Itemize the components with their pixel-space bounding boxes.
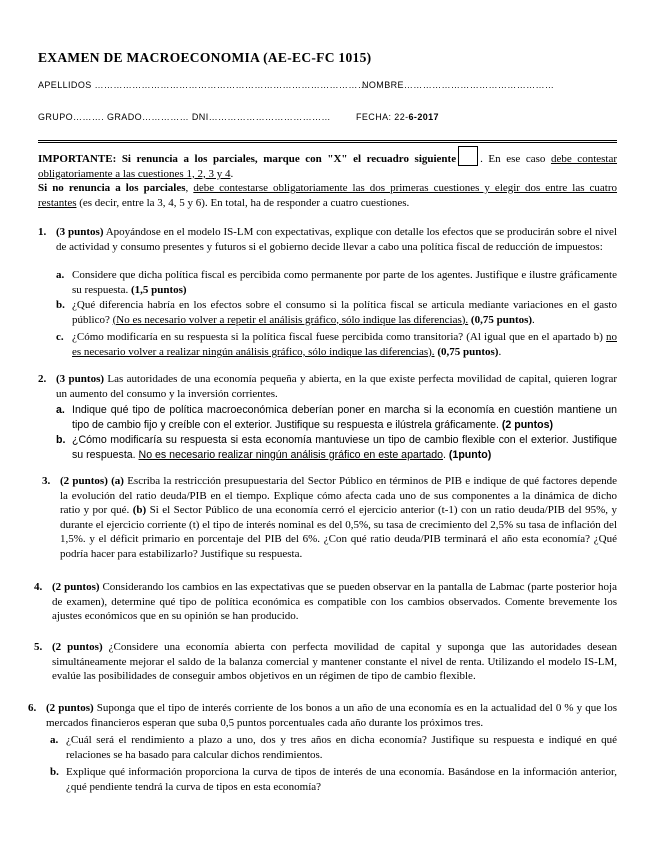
divider-top bbox=[38, 140, 617, 141]
question-2b-letter: b. bbox=[56, 434, 66, 446]
question-6a-text: ¿Cuál será el rendimiento a plazo a uno, dos y tres años en dicha economía? Justifique su respuesta e indiqué en qué relaciones se ha basado para calcular dichos rendimientos. bbox=[66, 734, 617, 761]
question-2-points: (3 puntos) bbox=[56, 373, 105, 385]
question-1 bbox=[38, 225, 617, 254]
fecha-value: 6-2017 bbox=[408, 112, 439, 122]
question-4-number: 4. bbox=[34, 581, 43, 593]
question-6-text: Suponga que el tipo de interés corriente de los bonos a un año de una economía es en la actualidad del 0 % y que los mercados financieros esperan que suba 0,5 puntos porcentuales cada año durante los próximos tres. bbox=[46, 702, 618, 729]
question-1a bbox=[56, 268, 617, 297]
question-4-points: (2 puntos) bbox=[52, 581, 100, 593]
question-5-points: (2 puntos) bbox=[52, 641, 103, 653]
question-1c-text: ¿Cómo modificaría en su respuesta si la política fiscal fuese percibida como transitoria? (Al igual que en el apartado b) bbox=[72, 331, 606, 343]
importante-text-3: . bbox=[230, 167, 234, 180]
importante-text-2: . En ese caso bbox=[480, 153, 551, 165]
question-5-number: 5. bbox=[34, 641, 43, 653]
question-1b-end: . bbox=[532, 313, 535, 326]
grupo-grado-dni-field[interactable]: GRUPO………. GRADO…………… DNI………………………………… bbox=[38, 112, 331, 122]
question-2-number: 2. bbox=[38, 373, 47, 385]
question-1-text: Apoyándose en el modelo IS-LM con expectativas, explique con detalle los efectos que se producirán sobre el nivel de actividad y consumo presentes y futuros si el gobierno decide llevar a cabo una política fiscal de reducción de impuestos: bbox=[56, 226, 617, 253]
question-2a-letter: a. bbox=[56, 404, 65, 416]
no-renuncia-underlined: debe contestarse obligatoriamente las dos primeras cuestiones y elegir dos entre las cuatro restantes bbox=[38, 182, 618, 209]
question-2a-text: Indique qué tipo de política macroeconómica deberían poner en marcha si la economía en cuestión mantiene un tipo de cambio fijo y creíble con el exterior. Justifique su respuesta e ilústrela gráficamente. bbox=[72, 404, 617, 431]
question-2b bbox=[56, 433, 617, 462]
question-2a-points: (2 puntos) bbox=[501, 418, 554, 431]
question-1b-text: ¿Qué diferencia habría en los efectos sobre el consumo si la política fiscal se articula mediante variaciones en el gasto público? bbox=[72, 299, 617, 326]
importante-underlined: debe contestar obligatoriamente a las cuestiones 1, 2, 3 y 4 bbox=[38, 153, 618, 180]
group-fields-row bbox=[38, 112, 439, 122]
no-renuncia-text-2: (es decir, entre la 3, 4, 5 y 6). En total, ha de responder a cuatro cuestiones. bbox=[76, 196, 410, 209]
exam-title: EXAMEN DE MACROECONOMIA (AE-EC-FC 1015) bbox=[38, 50, 372, 65]
apellidos-field[interactable]: APELLIDOS …………………………………………………………………………… bbox=[38, 80, 368, 90]
question-6b bbox=[50, 765, 617, 794]
question-3-number: 3. bbox=[42, 475, 51, 487]
fecha-field bbox=[356, 112, 439, 122]
question-6-number: 6. bbox=[28, 702, 37, 714]
question-2 bbox=[38, 372, 617, 401]
name-fields-row bbox=[38, 80, 555, 90]
question-1c bbox=[56, 330, 617, 359]
question-1b bbox=[56, 298, 617, 327]
question-1b-letter: b. bbox=[56, 299, 65, 311]
question-1-number: 1. bbox=[38, 226, 47, 238]
fecha-label: FECHA: 22- bbox=[356, 112, 409, 122]
question-3-text-a: Escriba la restricción presupuestaria del Sector Público en términos de PIB e indique de qué factores depende la evolución del ratio deuda/PIB en el tiempo. Explique cómo afecta cada uno de sus componentes a la dinámica de dicho ratio y por qué. bbox=[60, 475, 618, 517]
question-6 bbox=[28, 701, 618, 730]
question-4-text: Considerando los cambios en las expectativas que se pueden observar en la pantalla de Labmac (parte posterior hoja de examen), determine qué tipo de política económica es compatible con los cambios observados. Comente brevemente los ajustes económicos que en su opinión se han producido. bbox=[52, 581, 617, 623]
question-1c-underlined: no es necesario volver a realizar ningún análisis gráfico, sólo indique las diferencias). bbox=[72, 331, 617, 358]
divider-bottom bbox=[38, 142, 617, 143]
importante-notice bbox=[38, 146, 617, 181]
question-3-text-b: Si el Sector Público de una economía cerró el ejercicio anterior (t-1) con un ratio deuda/PIB del 95%, y durante el ejercicio corriente (t) el tipo de interés nominal es del 0,5%, su tasa de crecimiento del 2,5% su tasa de inflación del 1,5%. y el déficit primario en porcentaje del PIB del 6%. ¿Con qué ratio deuda/PIB terminará el año esta economía? ¿Qué podría hacer para estabilizarlo? Justifique su respuesta. bbox=[60, 504, 618, 560]
question-3-part-b: (b) bbox=[132, 504, 147, 517]
question-2-text: Las autoridades de una economía pequeña y abierta, en la que existe perfecta movilidad de capital, quieren lograr un aumento del consumo y la inversión corrientes. bbox=[56, 373, 617, 400]
question-3-part-a: (a) bbox=[111, 475, 124, 487]
question-3-points: (2 puntos) bbox=[60, 475, 108, 487]
renuncia-checkbox[interactable] bbox=[458, 146, 478, 166]
question-1a-text: Considere que dicha política fiscal es percibida como permanente por parte de los agentes. Justifique e ilustre gráficamente su respuesta. bbox=[72, 269, 617, 296]
no-renuncia-label: Si no renuncia a los parciales bbox=[38, 182, 186, 194]
question-6b-text: Explique qué información proporciona la curva de tipos de interés de una economía. Basándose en la información anterior, ¿qué pendiente tendrá la curva de tipos en esta economía? bbox=[66, 766, 617, 793]
question-1b-underlined: (No es necesario volver a repetir el análisis gráfico, sólo indique las diferencias). bbox=[112, 313, 469, 326]
question-1-points: (3 puntos) bbox=[56, 226, 104, 238]
importante-label: IMPORTANTE bbox=[38, 153, 113, 165]
no-renuncia-notice bbox=[38, 181, 617, 210]
question-2a bbox=[56, 403, 617, 432]
question-5 bbox=[34, 640, 618, 684]
question-6a bbox=[50, 733, 617, 762]
question-1a-letter: a. bbox=[56, 269, 65, 281]
question-3 bbox=[42, 474, 618, 562]
question-2b-end: . bbox=[443, 448, 449, 461]
question-1c-letter: c. bbox=[56, 331, 64, 343]
question-1b-points: (0,75 puntos) bbox=[468, 313, 533, 326]
question-2b-text: ¿Cómo modificaría su respuesta si esta economía mantuviese un tipo de cambio flexible con el exterior. Justifique su respuesta. bbox=[72, 434, 617, 461]
question-6-points: (2 puntos) bbox=[46, 702, 94, 714]
question-6b-letter: b. bbox=[50, 766, 59, 778]
importante-text-1: : Si renuncia a los parciales, marque con "X" el recuadro siguiente bbox=[112, 153, 457, 165]
question-2b-points: (1punto) bbox=[448, 448, 492, 461]
question-1c-points: (0,75 puntos) bbox=[434, 345, 499, 358]
nombre-field[interactable]: NOMBRE………………………………………… bbox=[362, 80, 555, 90]
question-2b-underlined: No es necesario realizar ningún análisis gráfico en este apartado bbox=[138, 448, 444, 461]
question-4 bbox=[34, 580, 617, 624]
question-6a-letter: a. bbox=[50, 734, 59, 746]
question-1c-end: . bbox=[498, 345, 502, 358]
question-1a-points: (1,5 puntos) bbox=[130, 283, 187, 296]
no-renuncia-text-1: , bbox=[185, 182, 194, 194]
question-5-text: ¿Considere una economía abierta con perfecta movilidad de capital y suponga que las autoridades desean simultáneamente mejorar el saldo de la balanza comercial y mantener constante el nivel de renta. Utilizando el modelo IS-LM, evalúe las posibilidades de conseguir ambos objetivos en un régimen de tipo de cambio flexible. bbox=[52, 641, 618, 683]
